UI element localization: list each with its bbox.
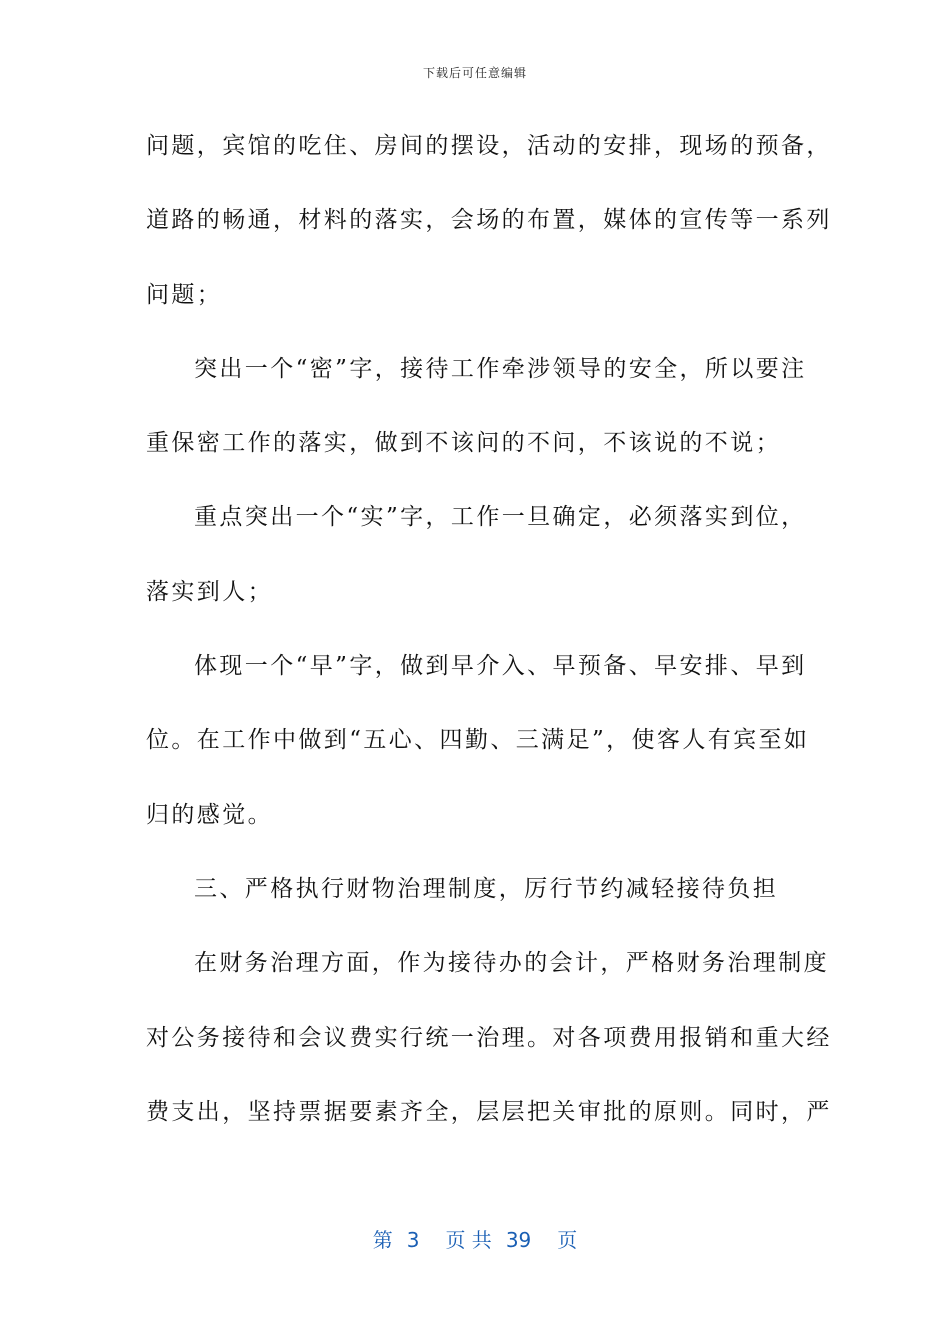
footer-suffix: 页	[557, 1228, 578, 1252]
footer-middle: 页 共	[445, 1228, 492, 1252]
text-line-14: 费支出，坚持票据要素齐全，层层把关审批的原则。同时，严	[146, 1098, 832, 1125]
text-line-8: 体现一个“早”字，做到早介入、早预备、早安排、早到	[194, 653, 807, 680]
text-line-13: 对公务接待和会议费实行统一治理。对各项费用报销和重大经	[146, 1024, 832, 1051]
text-line-1: 问题，宾馆的吃住、房间的摆设，活动的安排，现场的预备，	[146, 133, 832, 159]
current-page-number: 3	[406, 1228, 420, 1252]
page-header: 下载后可任意编辑	[422, 66, 527, 80]
text-line-12: 在财务治理方面，作为接待办的会计，严格财务治理制度	[194, 950, 829, 977]
document-body	[146, 120, 832, 1160]
text-line-9: 位。在工作中做到“五心、四勤、三满足”，使客人有宾至如	[146, 727, 810, 754]
total-page-count: 39	[505, 1228, 532, 1252]
text-line-10: 归的感觉。	[146, 801, 273, 828]
text-line-3: 问题；	[146, 281, 223, 308]
section-heading: 三、严格执行财物治理制度，厉行节约减轻接待负担	[194, 875, 779, 902]
text-line-7: 落实到人；	[146, 578, 273, 605]
text-line-2: 道路的畅通，材料的落实，会场的布置，媒体的宣传等一系列	[146, 207, 832, 234]
text-line-5: 重保密工作的落实，做到不该问的不问，不该说的不说；	[146, 430, 781, 457]
text-line-4: 突出一个“密”字，接待工作牵涉领导的安全，所以要注	[194, 355, 807, 382]
footer-prefix: 第	[372, 1228, 393, 1252]
page-footer	[0, 1224, 950, 1253]
text-line-6: 重点突出一个“实”字，工作一旦确定，必须落实到位，	[194, 504, 807, 531]
